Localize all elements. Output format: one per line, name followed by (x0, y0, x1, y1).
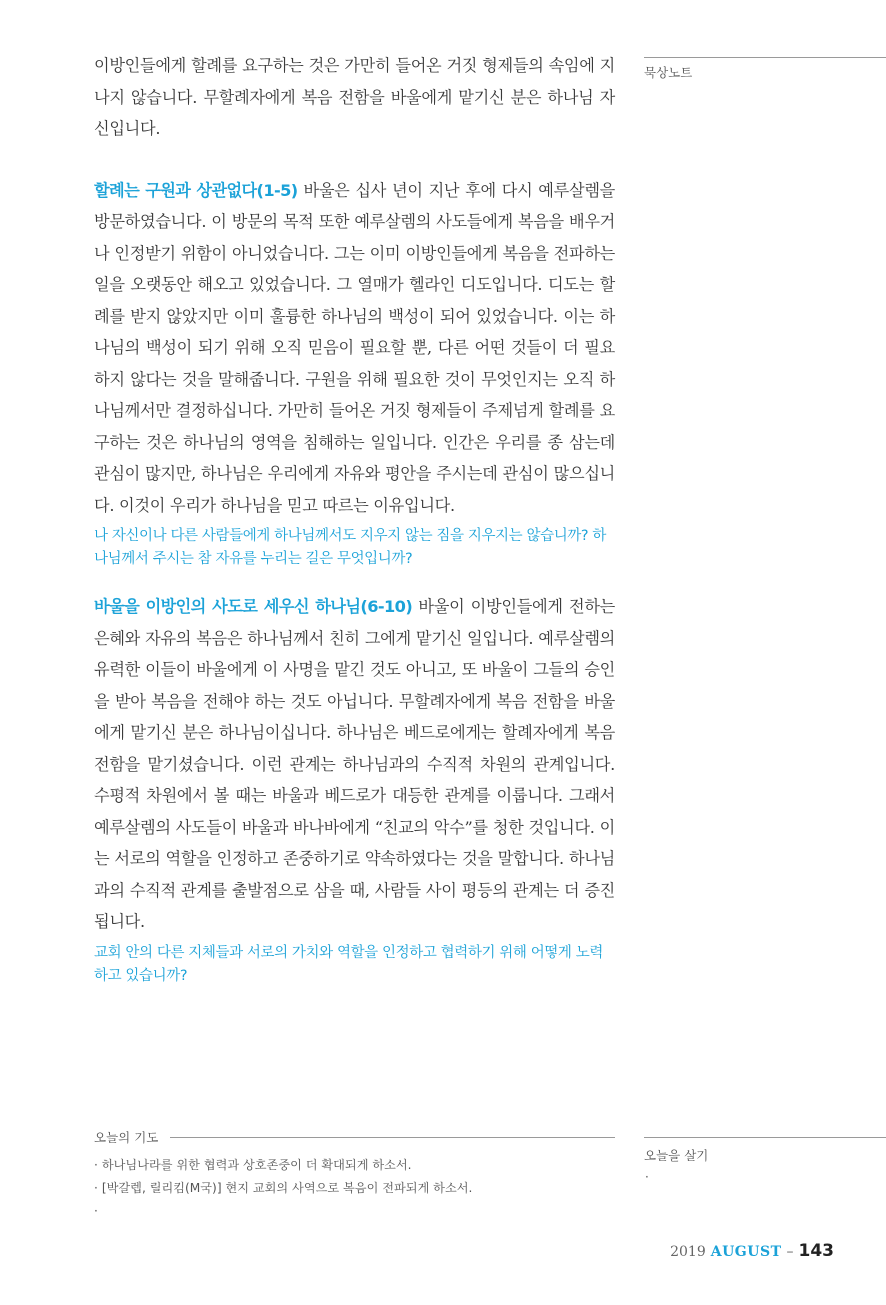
prayer-title: 오늘의 기도 (94, 1130, 159, 1145)
footer-month: AUGUST (710, 1244, 782, 1260)
page-footer (670, 1241, 834, 1261)
sidebar-bottom-rule (644, 1137, 886, 1138)
sidebar-bullet: · (645, 1170, 649, 1184)
sidebar-top-rule (644, 57, 886, 58)
section1-body: 바울은 십사 년이 지난 후에 다시 예루살렘을 방문하였습니다. 이 방문의 목적 또한 예루살렘의 사도들에게 복음을 배우거나 인정받기 위함이 아니었습니다. 그는 이미 이방인들에게 복음을 전파하는 일을 오랫동안 해오고 있었습니다. 그 열매가 헬라인 디도입니다. 디도는 할례를 받지 않았지만 이미 훌륭한 하나님의 백성이 되어 있었습니다. 이는 하나님의 백성이 되기 위해 오직 믿음이 필요할 뿐, 다른 어떤 것들이 더 필요하지 않다는 것을 말해줍니다. 구원을 위해 필요한 것이 무엇인지는 오직 하나님께서만 결정하십니다. 가만히 들어온 거짓 형제들이 주제넘게 할례를 요구하는 것은 하나님의 영역을 침해하는 일입니다. 인간은 우리를 종 삼는데 관심이 많지만, 하나님은 우리에게 자유와 평안을 주시는데 관심이 많으십니다. 이것이 우리가 하나님을 믿고 따르는 이유입니다. (94, 180, 615, 515)
prayer-item: · 하나님나라를 위한 협력과 상호존중이 더 확대되게 하소서. (94, 1154, 615, 1177)
section2-paragraph (94, 591, 615, 938)
section1-paragraph (94, 175, 615, 522)
sidebar-today-label: 오늘을 살기 (644, 1148, 709, 1163)
footer-dash: – (786, 1244, 794, 1260)
prayer-list (94, 1154, 615, 1223)
section2-heading: 바울을 이방인의 사도로 세우신 하나님(6-10) (94, 597, 413, 616)
prayer-rule (170, 1137, 615, 1138)
intro-paragraph: 이방인들에게 할례를 요구하는 것은 가만히 들어온 거짓 형제들의 속임에 지나지 않습니다. 무할례자에게 복음 전함을 바울에게 맡기신 분은 하나님 자신입니다. (94, 56, 615, 138)
main-content (94, 50, 615, 988)
prayer-item (94, 1200, 615, 1223)
footer-year: 2019 (670, 1244, 706, 1260)
prayer-item: · [박갈렙, 릴리킴(M국)] 현지 교회의 사역으로 복음이 전파되게 하소서. (94, 1177, 615, 1200)
section2-body: 바울이 이방인들에게 전하는 은혜와 자유의 복음은 하나님께서 친히 그에게 맡기신 일입니다. 예루살렘의 유력한 이들이 바울에게 이 사명을 맡긴 것도 아니고, 또 바울이 그들의 승인을 받아 복음을 전해야 하는 것도 아닙니다. 무할례자에게 복음 전함을 바울에게 맡기신 분은 하나님이십니다. 하나님은 베드로에게는 할례자에게 복음 전함을 맡기셨습니다. 이런 관계는 하나님과의 수직적 차원의 관계입니다. 수평적 차원에서 볼 때는 바울과 베드로가 대등한 관계를 이룹니다. 그래서 예루살렘의 사도들이 바울과 바나바에게 “친교의 악수”를 청한 것입니다. 이는 서로의 역할을 인정하고 존중하기로 약속하였다는 것을 말합니다. 하나님과의 수직적 관계를 출발점으로 삼을 때, 사람들 사이 평등의 관계는 더 증진됩니다. (94, 597, 615, 931)
section2-question: 교회 안의 다른 지체들과 서로의 가치와 역할을 인정하고 협력하기 위해 어떻게 노력하고 있습니까? (94, 944, 603, 984)
page-number: 143 (798, 1241, 834, 1261)
prayer-header (94, 1128, 615, 1146)
section1-heading: 할례는 구원과 상관없다(1-5) (94, 180, 298, 200)
section1-question: 나 자신이나 다른 사람들에게 하나님께서도 지우지 않는 짐을 지우지는 않습니까? 하나님께서 주시는 참 자유를 누리는 길은 무엇입니까? (94, 528, 607, 567)
sidebar-notes-label: 묵상노트 (644, 65, 693, 80)
prayer-section (94, 1128, 615, 1223)
